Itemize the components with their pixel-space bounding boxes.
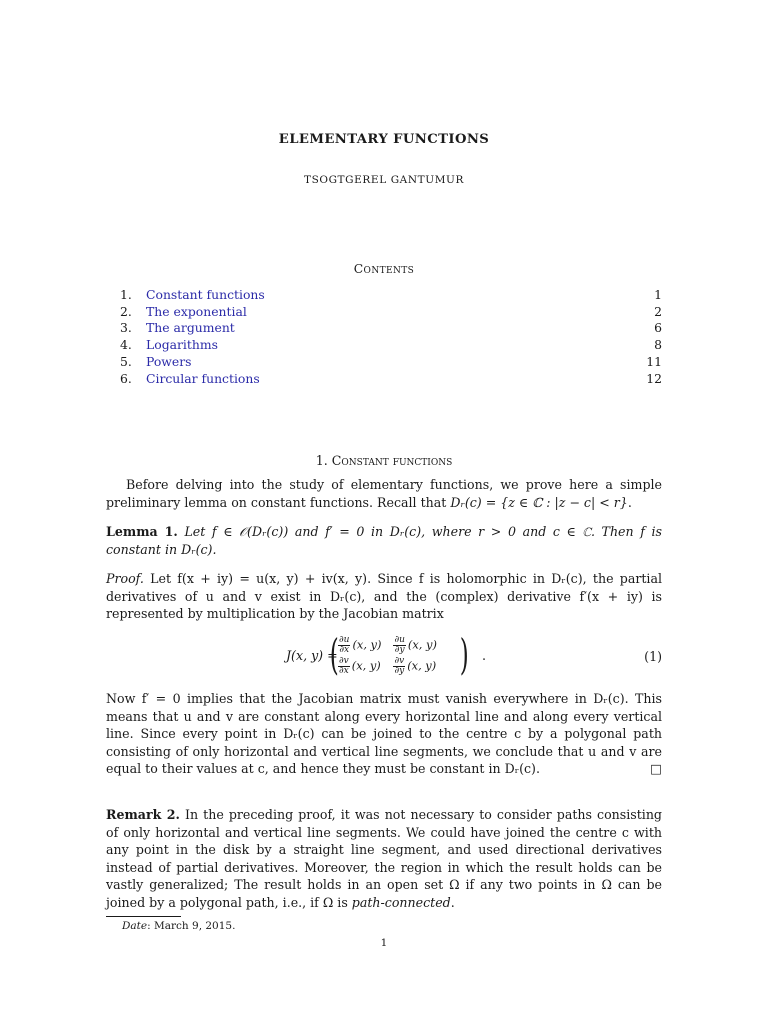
toc-link[interactable]: Logarithms (146, 337, 218, 353)
entry-argument: (x, y) (352, 637, 382, 652)
matrix-entry (393, 636, 436, 655)
toc-number: 3. (120, 320, 132, 336)
partial-fraction (393, 636, 405, 655)
equation-number: (1) (644, 649, 662, 664)
toc-link[interactable]: Circular functions (146, 370, 260, 386)
frac-numerator: ∂v (394, 656, 405, 666)
footnote-text: : March 9, 2015. (147, 920, 236, 932)
toc-left (106, 337, 218, 354)
proof-continuation (106, 690, 662, 778)
lemma-1 (106, 523, 662, 558)
toc-left (106, 320, 235, 337)
intro-end: . (627, 494, 632, 510)
equation-1 (106, 632, 662, 680)
toc-number: 2. (120, 303, 132, 319)
toc-entry[interactable] (106, 287, 662, 304)
matrix-entry (338, 657, 381, 676)
footnote-rule (106, 916, 181, 917)
toc-left (106, 304, 247, 321)
table-of-contents (106, 287, 662, 387)
proof-cont-text: Now f′ = 0 implies that the Jacobian matrix must vanish everywhere in Dᵣ(c). This means that u and v are constant along every horizontal line and along every vertical line. Since every point in Dᵣ(c) can be joined to the centre c by a polygonal path consisting of only horizontal and vertical line segments, we conclude that u and v are equal to their values at c, and hence they must be constant in Dᵣ(c). (106, 691, 662, 776)
contents-heading: Contents (353, 262, 415, 276)
toc-page-number: 2 (654, 303, 662, 319)
toc-number: 1. (120, 287, 132, 302)
remark-label: Remark 2. (106, 807, 180, 822)
footnote (122, 920, 235, 932)
frac-denominator: ∂x (339, 666, 349, 676)
entry-argument: (x, y) (407, 637, 437, 652)
frac-numerator: ∂u (339, 635, 350, 645)
toc-left (106, 287, 265, 304)
toc-page-number: 1 (654, 287, 662, 302)
remark-emphasis: path-connected (351, 894, 451, 910)
intro-paragraph (106, 476, 662, 511)
disk-definition: Dᵣ(c) = {z ∈ ℂ : |z − c| < r} (450, 494, 628, 510)
partial-fraction (393, 657, 405, 676)
toc-page-number: 12 (646, 370, 662, 386)
toc-number: 4. (120, 337, 132, 353)
lemma-text: Let f ∈ 𝒪(Dᵣ(c)) and f′ = 0 in Dᵣ(c), where r > 0 and c ∈ ℂ. Then f is constant in Dᵣ(c). (106, 524, 662, 557)
section-title: Constant functions (331, 453, 453, 468)
proof-text: Let f(x + iy) = u(x, y) + iv(x, y). Since f is holomorphic in Dᵣ(c), the partial derivatives of u and v exist in Dᵣ(c), and the (complex) derivative f′(x + iy) is represented by multiplication by the Jacobian matrix (106, 571, 662, 621)
matrix-entry (393, 657, 436, 676)
equation-period: . (482, 648, 487, 663)
toc-left (106, 371, 260, 388)
toc-entry[interactable] (106, 371, 662, 388)
toc-number: 5. (120, 353, 132, 369)
proof-paragraph (106, 570, 662, 623)
jacobian-matrix (338, 636, 437, 676)
toc-entry[interactable] (106, 304, 662, 321)
toc-link[interactable]: Constant functions (146, 287, 265, 302)
proof-label: Proof. (106, 571, 144, 586)
section-number: 1. (315, 453, 328, 468)
toc-page-number: 6 (654, 320, 662, 336)
equation-lhs: J(x, y) = (286, 648, 338, 663)
toc-link[interactable]: The argument (146, 320, 235, 336)
toc-page-number: 8 (654, 337, 662, 353)
right-paren-glyph: ) (459, 630, 469, 679)
toc-entry[interactable] (106, 320, 662, 337)
toc-page-number: 11 (646, 353, 662, 369)
left-paren-glyph: ( (329, 630, 339, 679)
paper-title: ELEMENTARY FUNCTIONS (278, 132, 490, 147)
toc-entry[interactable] (106, 337, 662, 354)
matrix-entry (338, 636, 381, 655)
frac-denominator: ∂y (394, 645, 405, 655)
lemma-label: Lemma 1. (106, 524, 178, 539)
toc-left (106, 354, 192, 371)
remark-2 (106, 806, 662, 911)
partial-fraction (338, 657, 350, 676)
qed-symbol: □ (650, 761, 662, 776)
toc-link[interactable]: The exponential (146, 303, 247, 319)
toc-link[interactable]: Powers (146, 353, 192, 369)
frac-denominator: ∂x (339, 645, 350, 655)
footnote-label: Date (122, 920, 148, 932)
author-name: TSOGTGEREL GANTUMUR (303, 174, 465, 186)
frac-denominator: ∂y (394, 666, 405, 676)
toc-entry[interactable] (106, 354, 662, 371)
frac-numerator: ∂u (394, 635, 405, 645)
section-heading (0, 453, 768, 468)
frac-numerator: ∂v (339, 656, 349, 666)
remark-text: In the preceding proof, it was not necessary to consider paths consisting of only horizontal and vertical line segments. We could have joined the centre c with any point in the disk by a straight line segment, and used directional derivatives instead of partial derivatives. Moreover, the region in which the result holds can be vastly generalized; The result holds in an open set Ω if any two points in Ω can be joined by a polygonal path, i.e., if Ω is (106, 807, 662, 910)
intro-text: Before delving into the study of elementary functions, we prove here a simple preliminary lemma on constant functions. Recall that (106, 477, 662, 510)
page-number: 1 (380, 937, 388, 949)
remark-end: . (450, 894, 455, 910)
entry-argument: (x, y) (351, 658, 381, 673)
toc-number: 6. (120, 370, 132, 386)
entry-argument: (x, y) (407, 658, 437, 673)
partial-fraction (338, 636, 350, 655)
